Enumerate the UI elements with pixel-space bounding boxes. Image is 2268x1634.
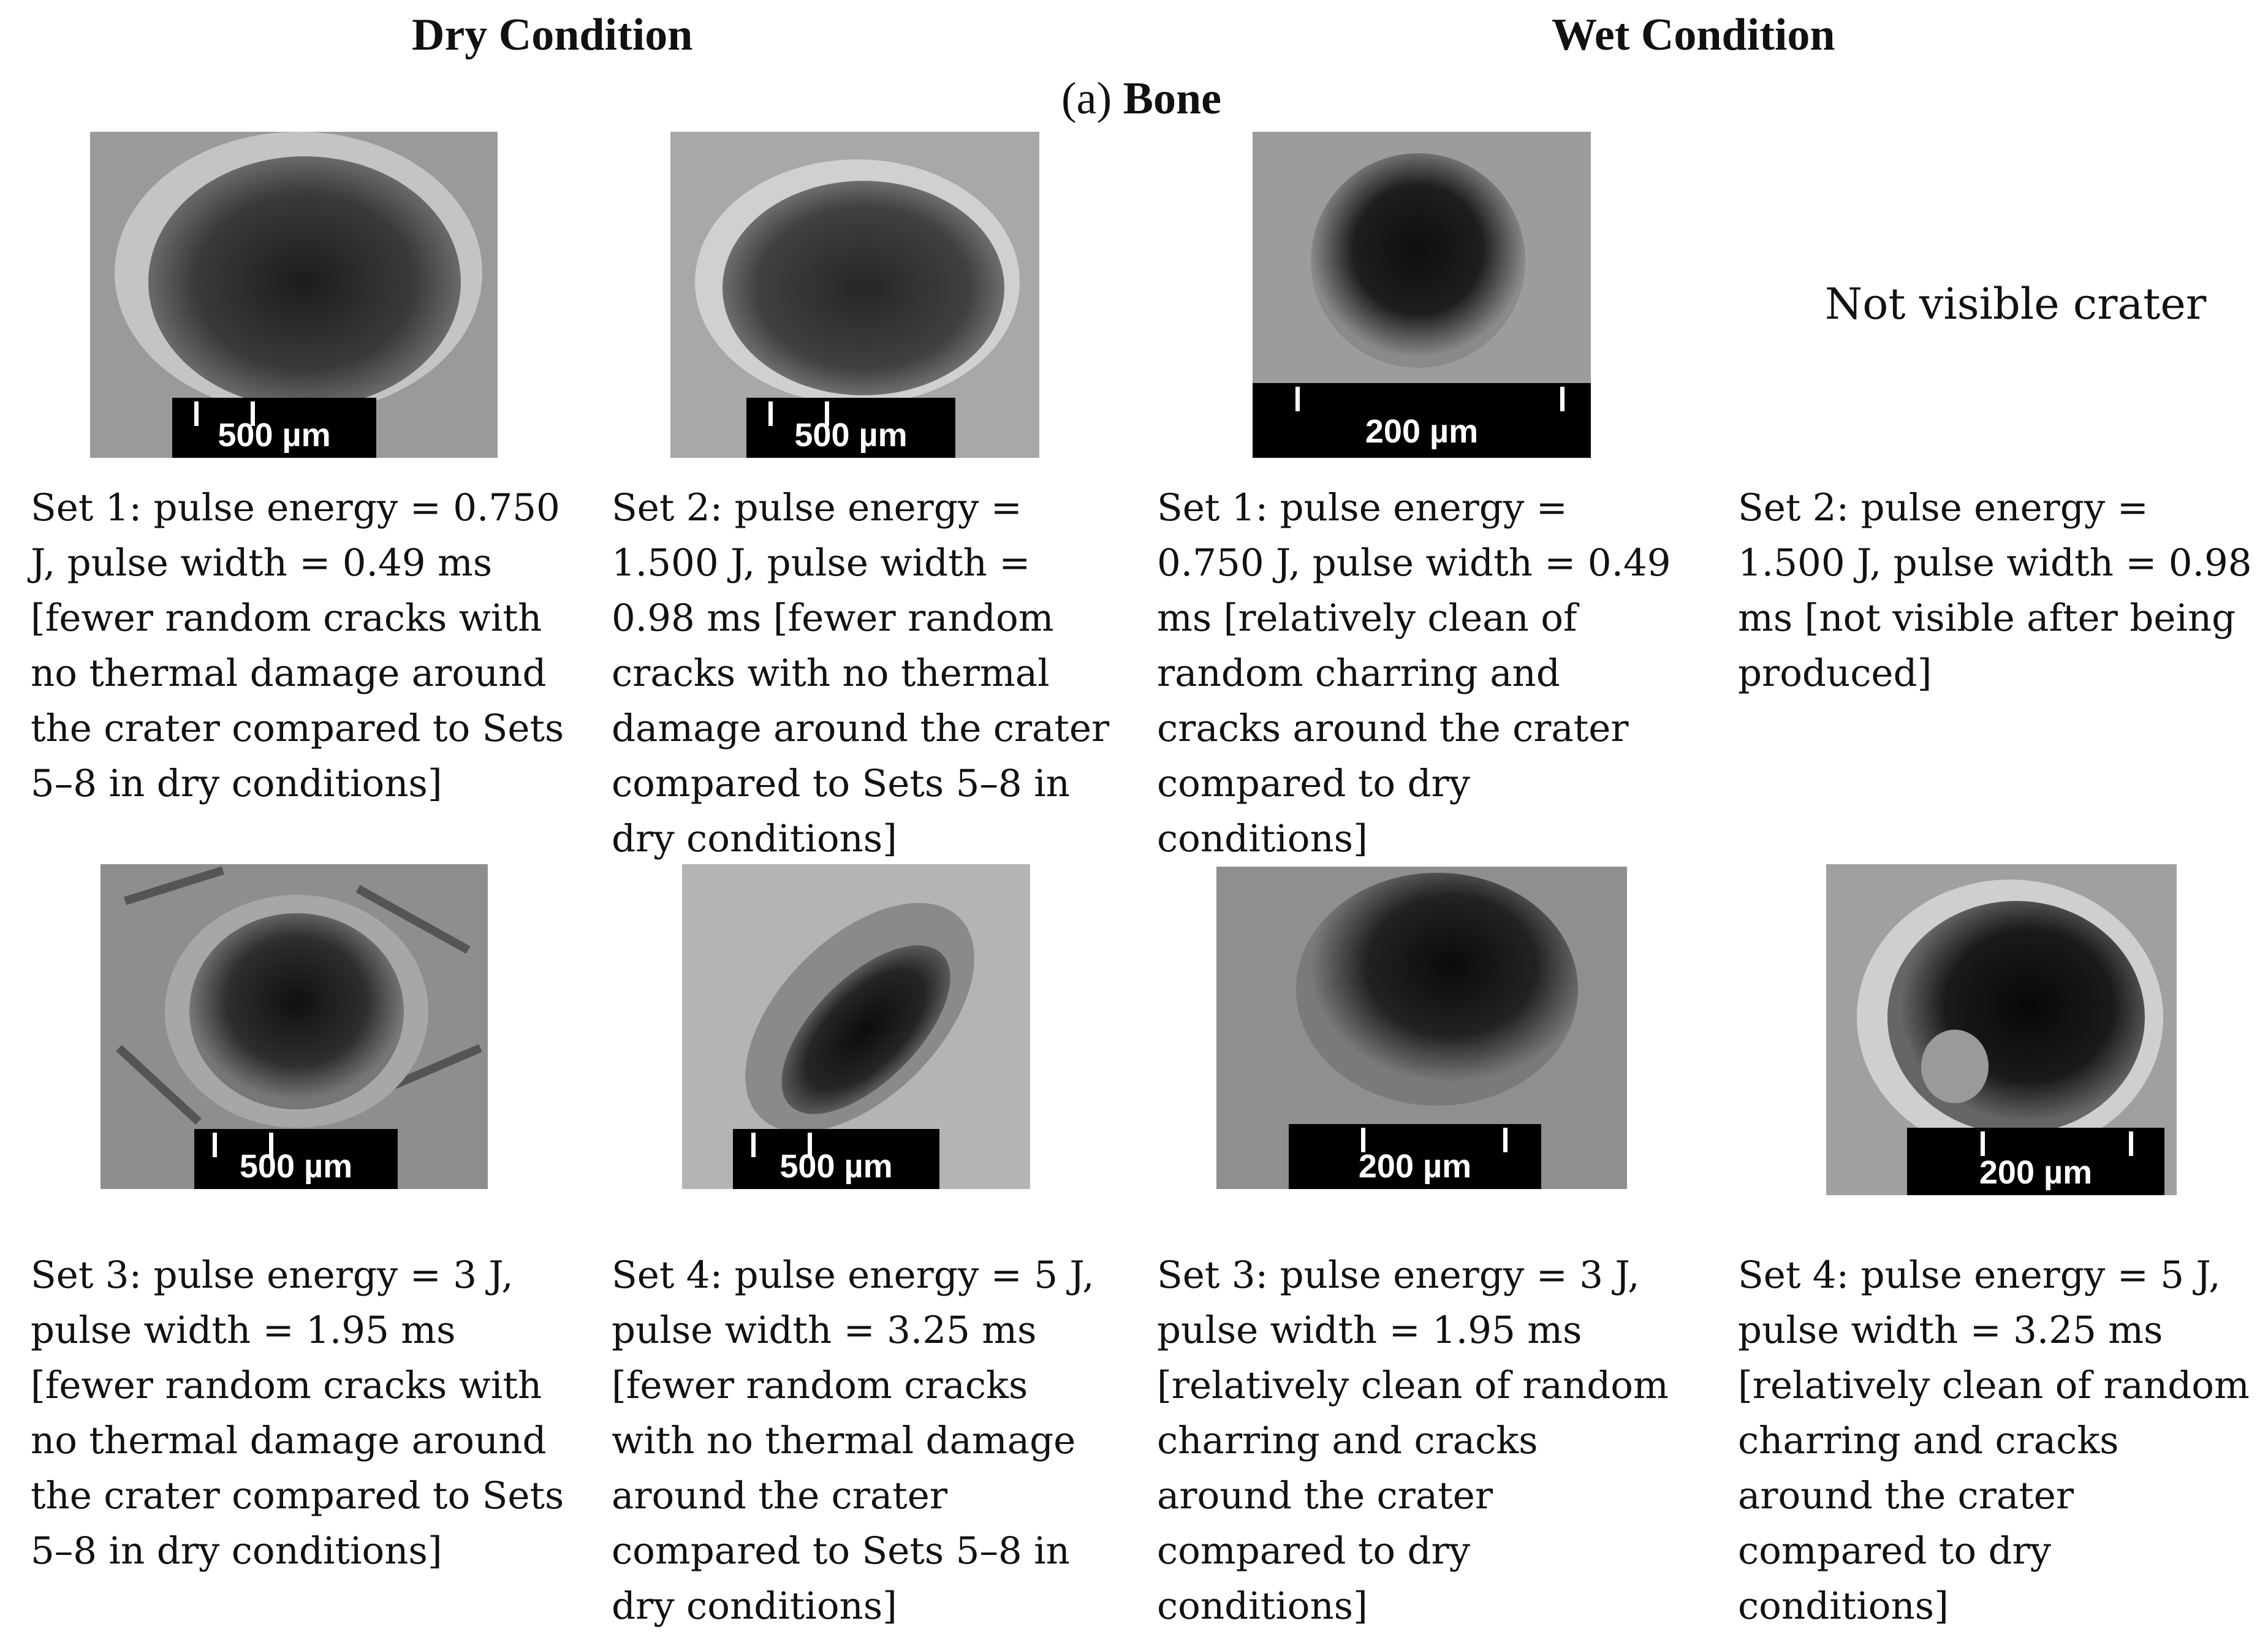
caption-dry-set2: Set 2: pulse energy = 1.500 J, pulse width = 0.98 ms [fewer random cracks with no thermal damage around the crater compared to Sets 5–8 in dry conditions]	[612, 486, 1110, 861]
scale-bar: 200 µm	[1289, 1124, 1541, 1189]
caption-dry-set3: Set 3: pulse energy = 3 J, pulse width = 1.95 ms [fewer random cracks with no thermal damage around the crater compared to Sets 5–8 in dry conditions]	[31, 1253, 564, 1573]
caption-dry-set4: Set 4: pulse energy = 5 J, pulse width = 3.25 ms [fewer random cracks with no thermal damage around the crater compared to Sets 5–8 in dry conditions]	[612, 1253, 1094, 1628]
caption-wet-set4: Set 4: pulse energy = 5 J, pulse width = 3.25 ms [relatively clean of random charring and cracks around the crater compared to dry conditions]	[1738, 1253, 2250, 1628]
scale-bar: 500 µm	[194, 1129, 398, 1189]
wet-condition-header: Wet Condition	[1552, 10, 1835, 60]
sem-image-dry-set2	[670, 132, 1039, 458]
scale-bar: 500 µm	[746, 398, 955, 458]
sem-image-wet-set3	[1216, 867, 1627, 1189]
sem-image-wet-set1	[1253, 132, 1591, 458]
sem-image-wet-set4	[1826, 864, 2177, 1195]
caption-wet-set1: Set 1: pulse energy = 0.750 J, pulse width = 0.49 ms [relatively clean of random charring and cracks around the crater compared to dry conditions]	[1157, 486, 1671, 861]
not-visible-crater-text: Not visible crater	[1825, 279, 2207, 329]
sem-image-dry-set1	[90, 132, 498, 458]
scale-bar: 200 µm	[1253, 383, 1591, 458]
caption-wet-set2: Set 2: pulse energy = 1.500 J, pulse width = 0.98 ms [not visible after being produced]	[1738, 486, 2252, 695]
scale-bar: 500 µm	[172, 398, 376, 458]
section-name: Bone	[1123, 74, 1221, 124]
dry-condition-header: Dry Condition	[412, 10, 693, 60]
scale-bar: 200 µm	[1907, 1128, 2164, 1195]
caption-dry-set1: Set 1: pulse energy = 0.750 J, pulse width = 0.49 ms [fewer random cracks with no thermal damage around the crater compared to Sets 5–8 in dry conditions]	[31, 486, 564, 805]
section-label	[1061, 74, 1221, 124]
caption-wet-set3: Set 3: pulse energy = 3 J, pulse width = 1.95 ms [relatively clean of random charring and cracks around the crater compared to dry conditions]	[1157, 1253, 1669, 1628]
sem-image-dry-set4	[682, 864, 1030, 1189]
sem-image-dry-set3	[101, 864, 488, 1189]
scale-bar: 500 µm	[733, 1129, 939, 1189]
section-prefix: (a)	[1061, 74, 1112, 124]
